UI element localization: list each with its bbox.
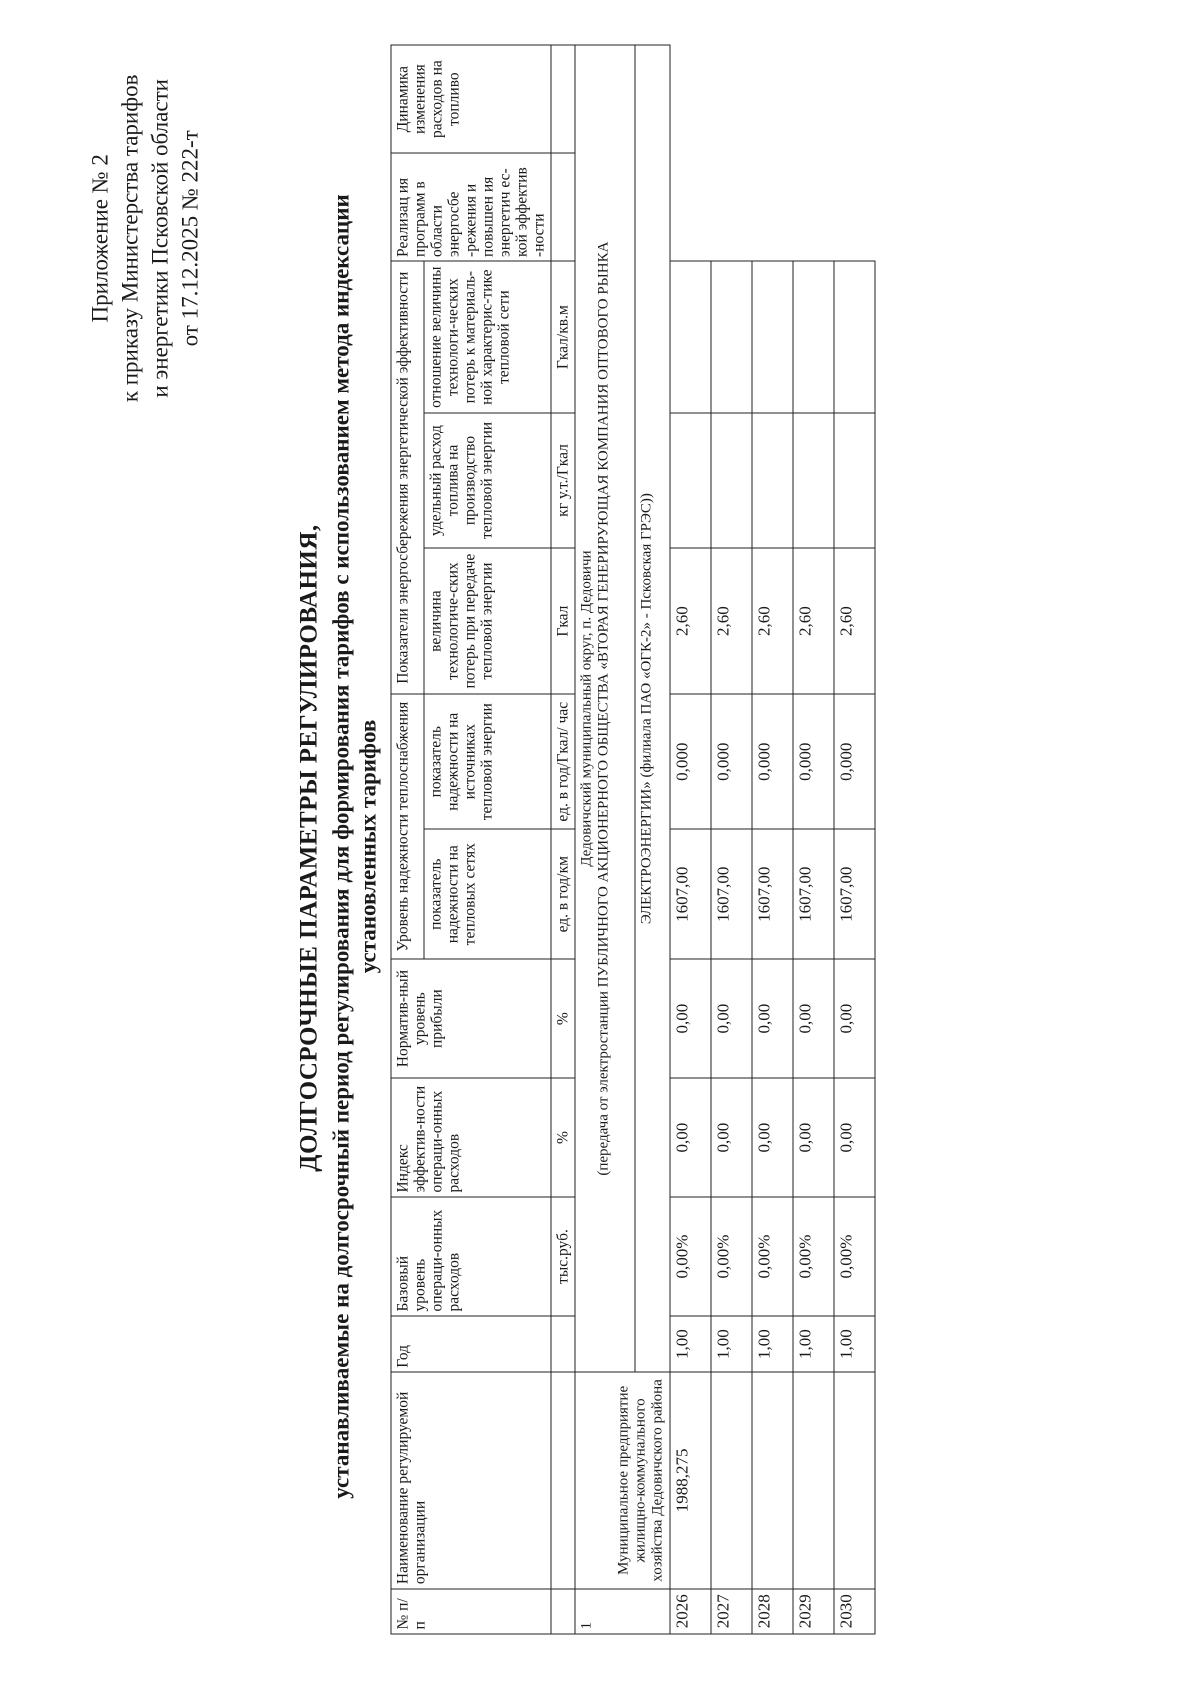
appendix-line: к приказу Министерства тарифов [117, 74, 143, 403]
cell-en-ratio: 2,60 [793, 548, 834, 694]
header-num: № п/п [391, 1589, 551, 1634]
cell-profit: 0,00% [752, 1197, 793, 1316]
cell-rel-networks: 0,00 [711, 1078, 752, 1197]
header-profit: Норматив-ный уровень прибыли [391, 959, 551, 1078]
cell-rel-networks: 0,00 [834, 1078, 875, 1197]
section-caption [575, 45, 635, 1372]
cell-rel-networks: 0,00 [752, 1078, 793, 1197]
cell-rel-networks: 0,00 [670, 1078, 711, 1197]
unit-rel-networks: ед. в год/км [551, 829, 575, 959]
section-line: ЭЛЕКТРОЭНЕРГИИ» (филиала ПАО «ОГК-2» - Псковская ГРЭС)) [635, 45, 670, 1372]
units-row [551, 45, 575, 1634]
cell-en-fuel: 0,000 [711, 694, 752, 829]
cell-rel-sources: 0,00 [670, 959, 711, 1078]
cell-fuel [793, 261, 834, 412]
cell-base: 1988,275 [670, 1372, 711, 1588]
cell-en-ratio: 2,60 [711, 548, 752, 694]
cell-index: 1,00 [834, 1316, 875, 1372]
cell-fuel [711, 261, 752, 412]
cell-index: 1,00 [711, 1316, 752, 1372]
appendix-block [86, 75, 206, 403]
header-index: Индекс эффектив-ности операци-онных расходов [391, 1078, 551, 1197]
cell-en-fuel: 0,000 [752, 694, 793, 829]
appendix-line: Приложение № 2 [87, 154, 113, 323]
cell-profit: 0,00% [711, 1197, 752, 1316]
cell-rel-sources: 0,00 [752, 959, 793, 1078]
cell-en-fuel: 0,000 [670, 694, 711, 829]
cell-index: 1,00 [752, 1316, 793, 1372]
table-row [670, 45, 711, 1634]
header-base: Базовый уровень операци-онных расходов [391, 1197, 551, 1316]
cell-program [752, 413, 793, 548]
cell-en-ratio: 2,60 [834, 548, 875, 694]
cell-en-losses: 1607,00 [793, 829, 834, 959]
header-org: Наименование регулируемой организации [391, 1372, 551, 1588]
header-en-fuel: удельный расход топлива на производство тепловой энергии [424, 413, 551, 548]
unit-base: тыс.руб. [551, 1197, 575, 1316]
appendix-line: и энергетики Псковской области [147, 79, 173, 398]
cell-program [793, 413, 834, 548]
unit-index: % [551, 1078, 575, 1197]
cell-year: 2030 [834, 1589, 875, 1634]
org-name: Муниципальное предприятие жилищно-коммунального хозяйства Дедовичского района [575, 1372, 670, 1588]
cell-fuel [752, 261, 793, 412]
document-title: ДОЛГОСРОЧНЫЕ ПАРАМЕТРЫ РЕГУЛИРОВАНИЯ, [295, 524, 323, 1172]
cell-profit: 0,00% [670, 1197, 711, 1316]
cell-en-fuel: 0,000 [793, 694, 834, 829]
cell-base [711, 1372, 752, 1588]
cell-en-losses: 1607,00 [670, 829, 711, 959]
cell-en-fuel: 0,000 [834, 694, 875, 829]
parameters-table [391, 45, 876, 1635]
cell-year: 2028 [752, 1589, 793, 1634]
cell-index: 1,00 [793, 1316, 834, 1372]
cell-year: 2027 [711, 1589, 752, 1634]
cell-en-losses: 1607,00 [752, 829, 793, 959]
unit-rel-sources: ед. в год/Гкал/ час [551, 694, 575, 829]
header-reliability: Уровень надежности теплоснабжения [391, 694, 424, 959]
cell-fuel [670, 261, 711, 412]
cell-profit: 0,00% [834, 1197, 875, 1316]
document-page [1, 0, 1200, 1697]
cell-base [834, 1372, 875, 1588]
unit-en-ratio: Гкал/кв.м [551, 261, 575, 412]
cell-fuel [834, 261, 875, 412]
header-en-ratio: отношение величины технологи-ческих потерь к материаль-ной характерис-тике тепловой сети [424, 261, 551, 412]
header-en-losses: величина технологиче-ских потерь при передаче тепловой энергии [424, 548, 551, 694]
unit-profit: % [551, 959, 575, 1078]
document-subtitle: устанавливаемые на долгосрочный период регулирования для формирования тарифов с использованием метода индексации установленных тарифов [328, 194, 381, 1499]
section-line: Дедовичский муниципальный округ, п. Дедовичи [578, 550, 595, 867]
header-year: Год [391, 1316, 551, 1372]
header-energy: Показатели энергосбережения энергетической эффективности [391, 261, 424, 694]
cell-year: 2026 [670, 1589, 711, 1634]
table-row [793, 45, 834, 1634]
cell-en-ratio: 2,60 [752, 548, 793, 694]
header-fuel-dynamics: Динамика изменения расходов на топливо [391, 45, 551, 153]
cell-en-ratio: 2,60 [670, 548, 711, 694]
cell-rel-sources: 0,00 [711, 959, 752, 1078]
cell-profit: 0,00% [793, 1197, 834, 1316]
table-row [711, 45, 752, 1634]
header-row [391, 45, 424, 1634]
unit-en-losses: Гкал [551, 548, 575, 694]
section-line: (передача от электростанции ПУБЛИЧНОГО АКЦИОНЕРНОГО ОБЩЕСТВА «ВТОРАЯ ГЕНЕРИРУЮЩАЯ КОМПАНИЯ ОПТОВОГО РЫНКА [595, 241, 612, 1176]
cell-year: 2029 [793, 1589, 834, 1634]
cell-rel-sources: 0,00 [834, 959, 875, 1078]
header-rel-sources: показатель надежности на источниках тепловой энергии [424, 694, 551, 829]
header-rel-networks: показатель надежности на тепловых сетях [424, 829, 551, 959]
header-program: Реализац ия программ в области энергосбе -режения и повышен ия энергетич ес-кой эффектив -ности [391, 153, 551, 261]
cell-rel-sources: 0,00 [793, 959, 834, 1078]
section-row [575, 45, 635, 1634]
cell-program [834, 413, 875, 548]
table-row [752, 45, 793, 1634]
cell-base [793, 1372, 834, 1588]
cell-base [752, 1372, 793, 1588]
cell-program [711, 413, 752, 548]
table-row [834, 45, 875, 1634]
cell-rel-networks: 0,00 [793, 1078, 834, 1197]
cell-en-losses: 1607,00 [834, 829, 875, 959]
cell-index: 1,00 [670, 1316, 711, 1372]
cell-program [670, 413, 711, 548]
cell-en-losses: 1607,00 [711, 829, 752, 959]
appendix-line: от 17.12.2025 № 222-т [177, 130, 203, 347]
org-num: 1 [575, 1589, 670, 1634]
unit-en-fuel: кг у.т./Гкал [551, 413, 575, 548]
